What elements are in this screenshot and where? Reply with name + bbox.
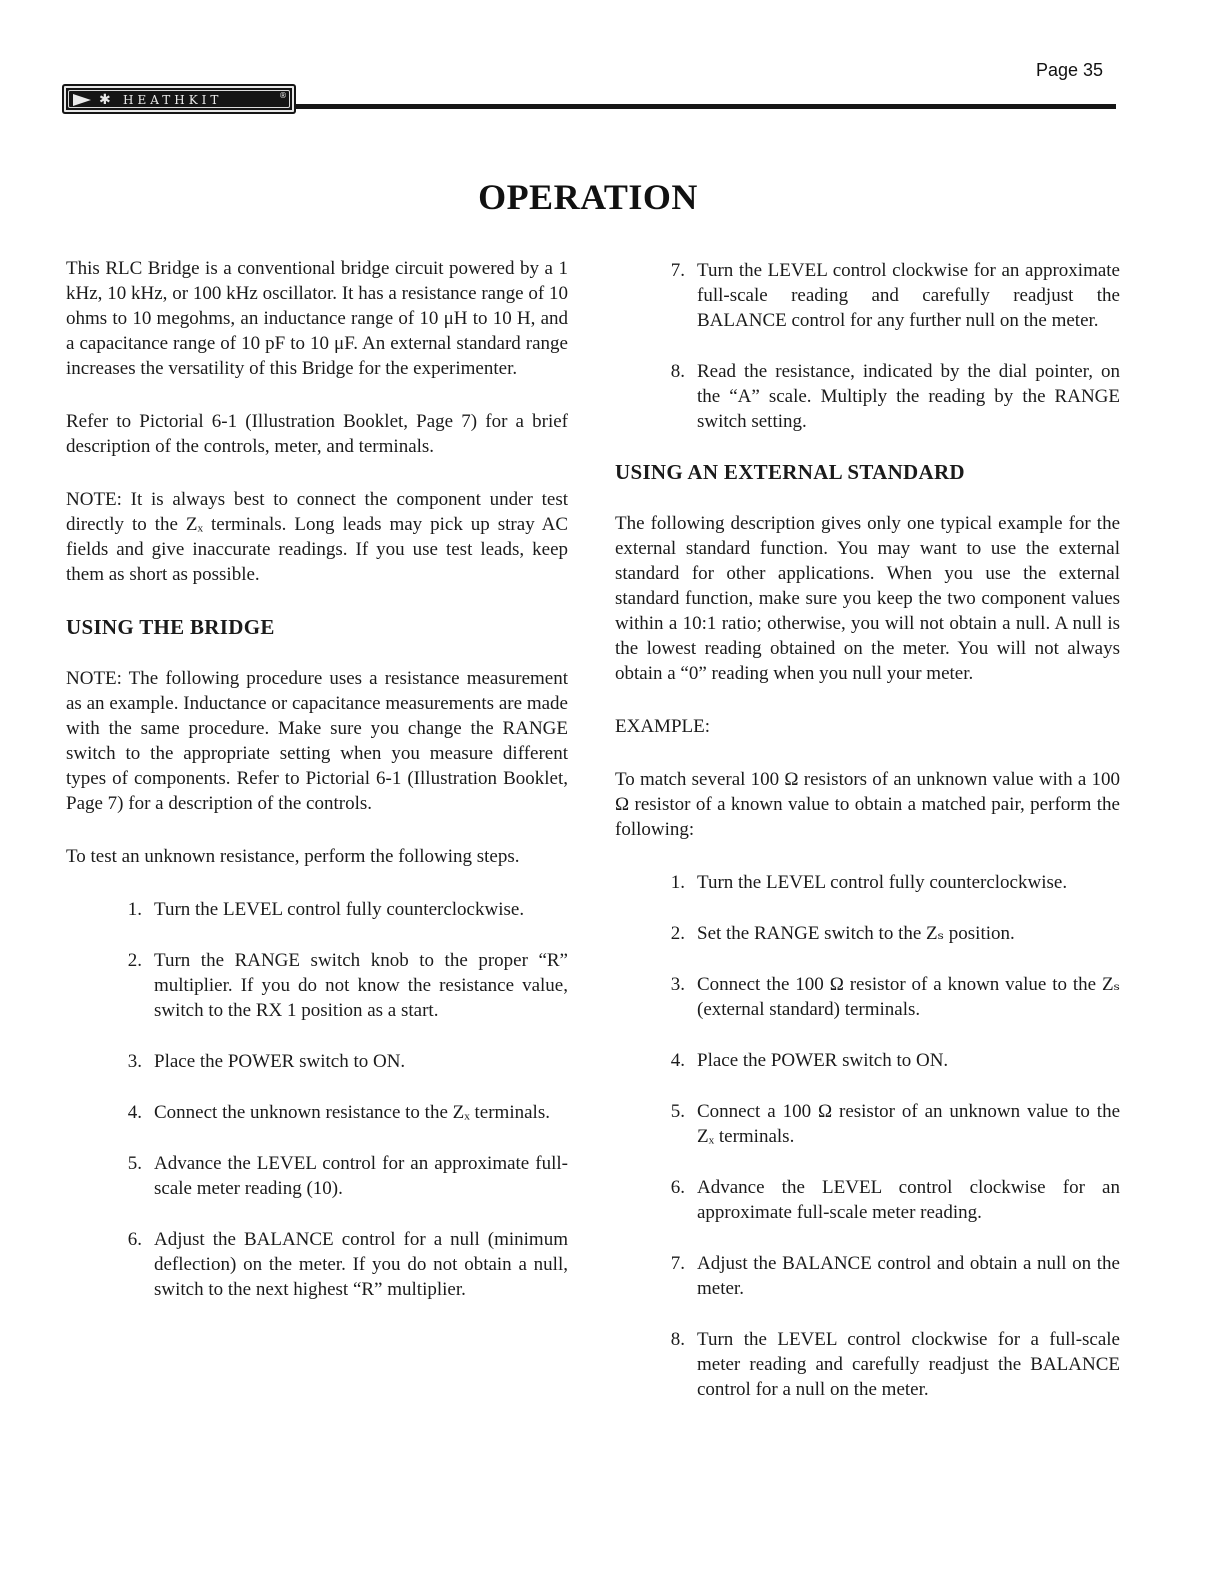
step-text: Set the RANGE switch to the Zₛ position.: [697, 923, 1015, 944]
step-text: Turn the LEVEL control fully counterclockwise.: [154, 899, 525, 920]
step-number: 1.: [127, 899, 142, 920]
test-intro-paragraph: To test an unknown resistance, perform the following steps.: [66, 846, 520, 867]
list-item: [112, 1049, 568, 1074]
left-column: [66, 256, 568, 1328]
heading-using-external-standard: USING AN EXTERNAL STANDARD: [615, 460, 965, 484]
header-rule: [296, 104, 1116, 109]
step-number: 2.: [127, 950, 142, 971]
logo-arrow-icon: [73, 94, 91, 106]
list-item: [112, 1227, 568, 1302]
step-text: Connect the unknown resistance to the Zₓ terminals.: [154, 1102, 550, 1123]
example-steps-list: [655, 870, 1120, 1402]
list-item: [655, 972, 1120, 1022]
step-number: 8.: [670, 361, 685, 382]
heading-using-the-bridge: USING THE BRIDGE: [66, 615, 275, 639]
example-label: EXAMPLE:: [615, 716, 710, 737]
list-item: [655, 1048, 1120, 1073]
step-number: 5.: [670, 1101, 685, 1122]
list-item: [655, 258, 1120, 333]
page-title: OPERATION: [478, 177, 698, 217]
logo-atom-icon: ✱: [99, 92, 111, 108]
list-item: [655, 870, 1120, 895]
step-number: 4.: [127, 1102, 142, 1123]
step-text: Turn the LEVEL control clockwise for an approximate full-scale reading and carefully readjust the BALANCE control for any further null on the meter.: [697, 260, 1120, 331]
logo-registered-mark: ®: [279, 91, 287, 100]
list-item: [112, 948, 568, 1023]
list-item: [655, 1099, 1120, 1149]
logo-frame: [68, 90, 290, 108]
step-text: Turn the RANGE switch knob to the proper “R” multiplier. If you do not know the resistance value, switch to the RX 1 position as a start.: [154, 950, 568, 1021]
step-number: 8.: [670, 1329, 685, 1350]
list-item: [655, 1327, 1120, 1402]
step-text: Turn the LEVEL control clockwise for a full-scale meter reading and carefully readjust the BALANCE control for a null on the meter.: [697, 1329, 1120, 1400]
example-description-paragraph: To match several 100 Ω resistors of an unknown value with a 100 Ω resistor of a known value to obtain a matched pair, perform the following:: [615, 769, 1120, 840]
step-text: Turn the LEVEL control fully counterclockwise.: [697, 872, 1068, 893]
step-number: 3.: [670, 974, 685, 995]
step-text: Place the POWER switch to ON.: [697, 1050, 949, 1071]
step-text: Adjust the BALANCE control and obtain a null on the meter.: [697, 1253, 1120, 1299]
list-item: [655, 359, 1120, 434]
step-number: 6.: [127, 1229, 142, 1250]
note-leads-paragraph: NOTE: It is always best to connect the component under test directly to the Zₓ terminals. Long leads may pick up stray AC fields and give inaccurate readings. If you use test leads, keep them as short as possible.: [66, 489, 568, 585]
external-description-paragraph: The following description gives only one typical example for the external standard function. You may want to use the external standard for other applications. When you use the external standard function, make sure you keep the two component values within a 10:1 ratio; otherwise, you will not obtain a null. A null is the lowest reading obtained on the meter. You will not always obtain a “0” reading when you null your meter.: [615, 513, 1120, 684]
refer-paragraph: Refer to Pictorial 6-1 (Illustration Booklet, Page 7) for a brief description of the controls, meter, and terminals.: [66, 411, 568, 457]
right-column: [615, 256, 1120, 1428]
bridge-steps-continued-list: [655, 258, 1120, 434]
list-item: [655, 921, 1120, 946]
bridge-steps-list: [112, 897, 568, 1302]
note-procedure-paragraph: NOTE: The following procedure uses a resistance measurement as an example. Inductance or capacitance measurements are made with the same procedure. Make sure you change the RANGE switch to the appropriate setting when you measure different types of components. Refer to Pictorial 6-1 (Illustration Booklet, Page 7) for a description of the controls.: [66, 668, 568, 814]
step-text: Adjust the BALANCE control for a null (minimum deflection) on the meter. If you do not obtain a null, switch to the next highest “R” multiplier.: [154, 1229, 568, 1300]
step-text: Connect the 100 Ω resistor of a known value to the Zₛ (external standard) terminals.: [697, 974, 1120, 1020]
step-number: 5.: [127, 1153, 142, 1174]
step-number: 4.: [670, 1050, 685, 1071]
step-number: 1.: [670, 872, 685, 893]
step-text: Read the resistance, indicated by the dial pointer, on the “A” scale. Multiply the reading by the RANGE switch setting.: [697, 361, 1120, 432]
step-number: 7.: [670, 1253, 685, 1274]
step-text: Connect a 100 Ω resistor of an unknown value to the Zₓ terminals.: [697, 1101, 1120, 1147]
page-number: Page 35: [1036, 60, 1104, 80]
list-item: [112, 1151, 568, 1201]
logo-text: HEATHKIT: [123, 93, 223, 107]
step-number: 7.: [670, 260, 685, 281]
step-number: 3.: [127, 1051, 142, 1072]
list-item: [112, 897, 568, 922]
intro-paragraph: This RLC Bridge is a conventional bridge circuit powered by a 1 kHz, 10 kHz, or 100 kHz oscillator. It has a resistance range of 10 ohms to 10 megohms, an inductance range of 10 μH to 10 H, and a capacitance range of 10 pF to 10 μF. An external standard range increases the versatility of this Bridge for the experimenter.: [66, 258, 568, 379]
heathkit-logo: [62, 84, 296, 114]
list-item: [112, 1100, 568, 1125]
step-number: 2.: [670, 923, 685, 944]
step-text: Advance the LEVEL control for an approximate full-scale meter reading (10).: [154, 1153, 568, 1199]
step-number: 6.: [670, 1177, 685, 1198]
step-text: Advance the LEVEL control clockwise for an approximate full-scale meter reading.: [697, 1177, 1120, 1223]
list-item: [655, 1175, 1120, 1225]
step-text: Place the POWER switch to ON.: [154, 1051, 406, 1072]
list-item: [655, 1251, 1120, 1301]
